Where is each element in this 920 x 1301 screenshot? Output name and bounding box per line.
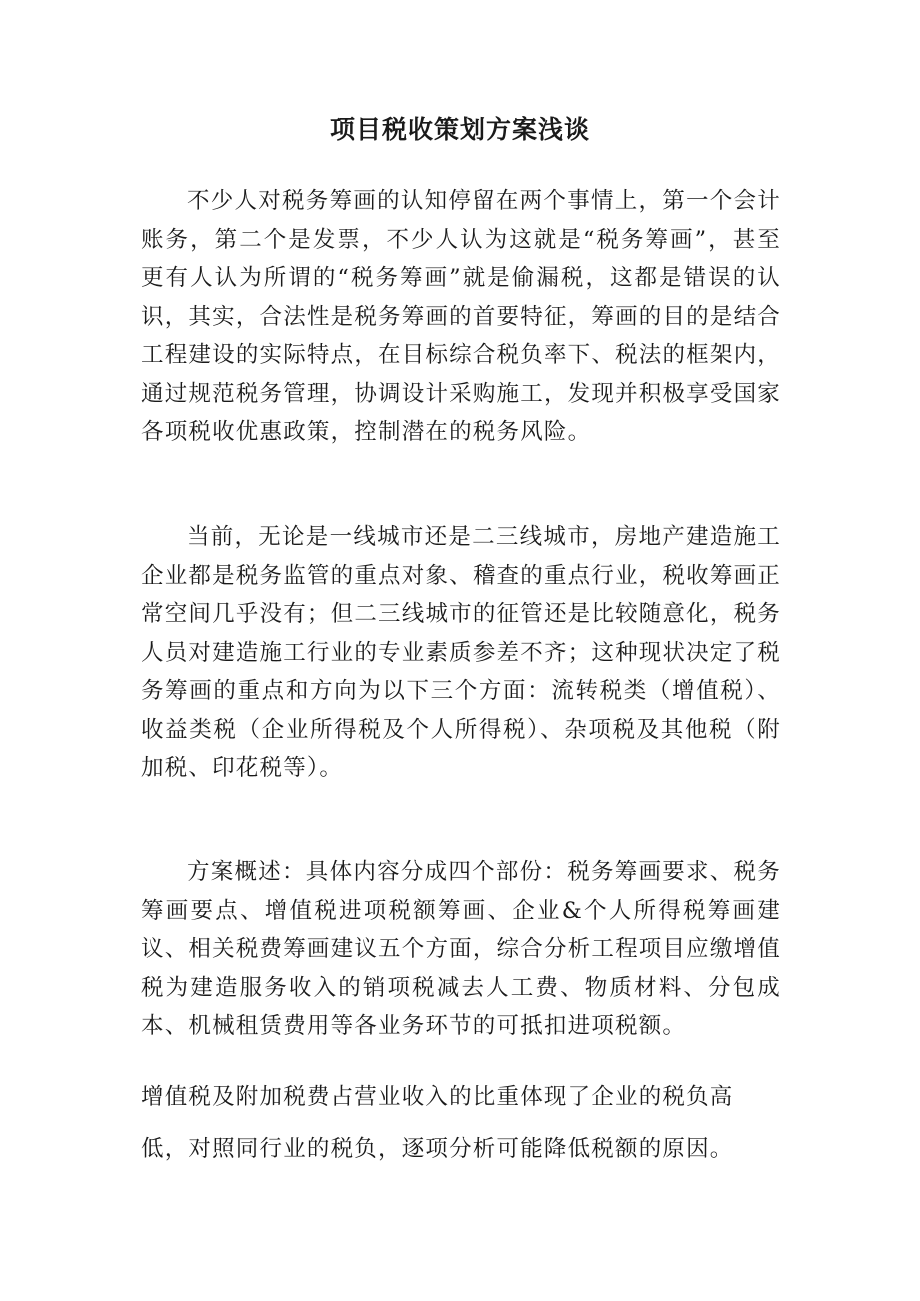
closing-line-2: 低，对照同行业的税负，逐项分析可能降低税额的原因。 <box>141 1136 734 1162</box>
paragraph-1: 不少人对税务筹画的认知停留在两个事情上，第一个会计账务，第二个是发票，不少人认为这就是“税务筹画”，甚至更有人认为所谓的“税务筹画”就是偷漏税，这都是错误的认识，其实，合法性是税务筹画的首要特征，筹画的目的是结合工程建设的实际特点，在目标综合税负率下、税法的框架内，通过规范税务管理，协调设计采购施工，发现并积极享受国家各项税收优惠政策，控制潜在的税务风险。 <box>141 188 781 445</box>
document-title: 项目税收策划方案浅谈 <box>329 115 590 144</box>
closing-line-1: 增值税及附加税费占营业收入的比重体现了企业的税负高 <box>141 1084 734 1110</box>
paragraph-2: 当前，无论是一线城市还是二三线城市，房地产建造施工企业都是税务监管的重点对象、稽查的重点行业，税收筹画正常空间几乎没有；但二三线城市的征管还是比较随意化，税务人员对建造施工行业的专业素质参差不齐；这种现状决定了税务筹画的重点和方向为以下三个方面：流转税类（增值税）、收益类税（企业所得税及个人所得税）、杂项税及其他税（附加税、印花税等）。 <box>141 524 781 781</box>
paragraph-3: 方案概述：具体内容分成四个部份：税务筹画要求、税务筹画要点、增值税进项税额筹画、企业&个人所得税筹画建议、相关税费筹画建议五个方面，综合分析工程项目应缴增值税为建造服务收入的销项税减去人工费、物质材料、分包成本、机械租赁费用等各业务环节的可抵扣进项税额。 <box>141 859 781 1039</box>
